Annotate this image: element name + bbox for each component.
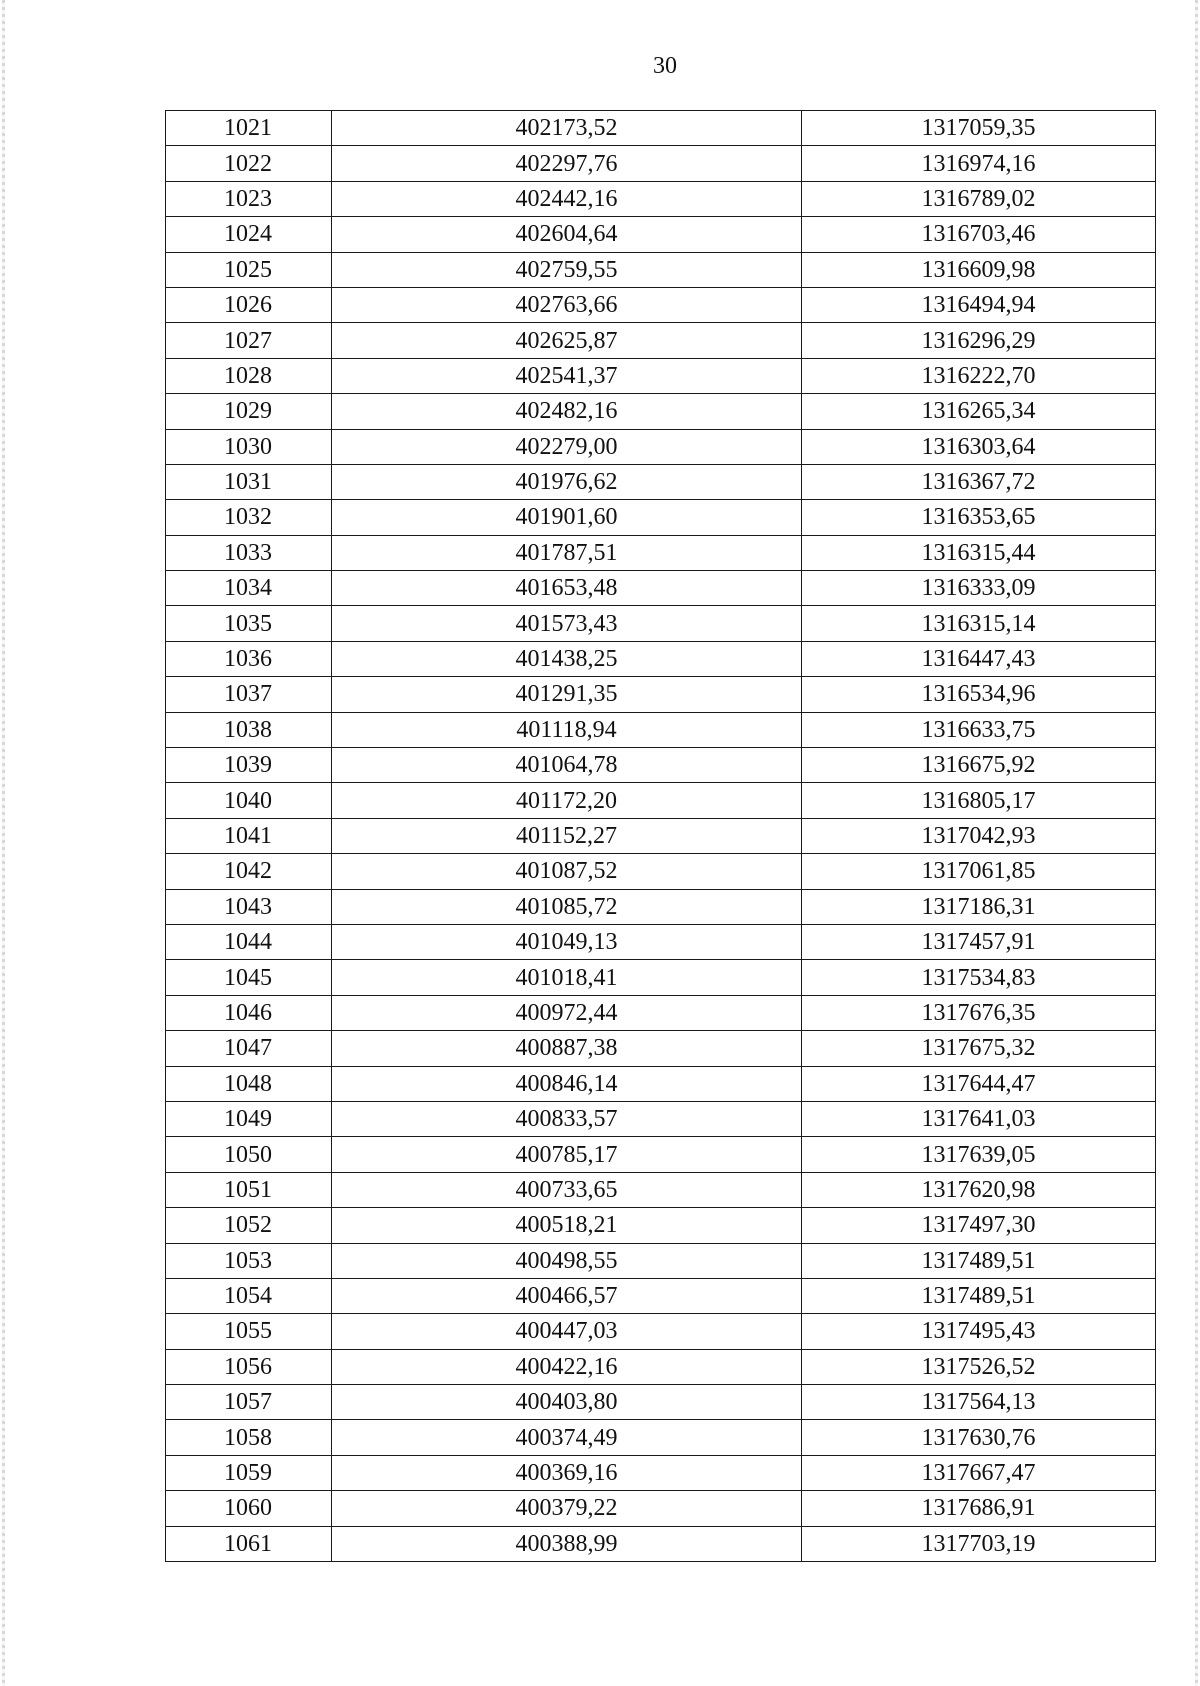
point-number-cell: 1047 <box>166 1031 332 1066</box>
y-coordinate-cell: 1316447,43 <box>802 641 1156 676</box>
table-row <box>166 429 1156 464</box>
y-coordinate-cell: 1317630,76 <box>802 1420 1156 1455</box>
point-number-cell: 1035 <box>166 606 332 641</box>
table-row <box>166 287 1156 322</box>
table-row <box>166 677 1156 712</box>
y-coordinate-cell: 1316609,98 <box>802 252 1156 287</box>
point-number-cell: 1027 <box>166 323 332 358</box>
table-row <box>166 924 1156 959</box>
table-row <box>166 1208 1156 1243</box>
x-coordinate-cell: 402604,64 <box>332 217 802 252</box>
table-row <box>166 1278 1156 1313</box>
y-coordinate-cell: 1317042,93 <box>802 818 1156 853</box>
y-coordinate-cell: 1316974,16 <box>802 146 1156 181</box>
y-coordinate-cell: 1317489,51 <box>802 1243 1156 1278</box>
table-row <box>166 641 1156 676</box>
point-number-cell: 1028 <box>166 358 332 393</box>
table-row <box>166 1491 1156 1526</box>
table-row <box>166 783 1156 818</box>
x-coordinate-cell: 400972,44 <box>332 995 802 1030</box>
y-coordinate-cell: 1317457,91 <box>802 924 1156 959</box>
x-coordinate-cell: 402763,66 <box>332 287 802 322</box>
point-number-cell: 1055 <box>166 1314 332 1349</box>
table-row <box>166 818 1156 853</box>
point-number-cell: 1050 <box>166 1137 332 1172</box>
y-coordinate-cell: 1317675,32 <box>802 1031 1156 1066</box>
x-coordinate-cell: 400846,14 <box>332 1066 802 1101</box>
table-row <box>166 1243 1156 1278</box>
point-number-cell: 1051 <box>166 1172 332 1207</box>
y-coordinate-cell: 1316303,64 <box>802 429 1156 464</box>
y-coordinate-cell: 1316703,46 <box>802 217 1156 252</box>
point-number-cell: 1041 <box>166 818 332 853</box>
x-coordinate-cell: 400422,16 <box>332 1349 802 1384</box>
point-number-cell: 1024 <box>166 217 332 252</box>
table-row <box>166 1420 1156 1455</box>
table-row <box>166 146 1156 181</box>
y-coordinate-cell: 1317489,51 <box>802 1278 1156 1313</box>
point-number-cell: 1046 <box>166 995 332 1030</box>
table-row <box>166 252 1156 287</box>
point-number-cell: 1052 <box>166 1208 332 1243</box>
x-coordinate-cell: 402625,87 <box>332 323 802 358</box>
point-number-cell: 1038 <box>166 712 332 747</box>
y-coordinate-cell: 1316353,65 <box>802 500 1156 535</box>
point-number-cell: 1025 <box>166 252 332 287</box>
point-number-cell: 1029 <box>166 394 332 429</box>
point-number-cell: 1058 <box>166 1420 332 1455</box>
x-coordinate-cell: 402759,55 <box>332 252 802 287</box>
scan-edge-right <box>1195 0 1198 1686</box>
x-coordinate-cell: 400833,57 <box>332 1101 802 1136</box>
y-coordinate-cell: 1317495,43 <box>802 1314 1156 1349</box>
point-number-cell: 1039 <box>166 748 332 783</box>
table-row <box>166 1314 1156 1349</box>
y-coordinate-cell: 1317059,35 <box>802 111 1156 146</box>
x-coordinate-cell: 401438,25 <box>332 641 802 676</box>
y-coordinate-cell: 1317667,47 <box>802 1455 1156 1490</box>
point-number-cell: 1031 <box>166 464 332 499</box>
x-coordinate-cell: 401787,51 <box>332 535 802 570</box>
y-coordinate-cell: 1316265,34 <box>802 394 1156 429</box>
y-coordinate-cell: 1317644,47 <box>802 1066 1156 1101</box>
x-coordinate-cell: 402541,37 <box>332 358 802 393</box>
table-row <box>166 712 1156 747</box>
x-coordinate-cell: 401018,41 <box>332 960 802 995</box>
x-coordinate-cell: 401064,78 <box>332 748 802 783</box>
y-coordinate-cell: 1317686,91 <box>802 1491 1156 1526</box>
y-coordinate-cell: 1316315,14 <box>802 606 1156 641</box>
point-number-cell: 1057 <box>166 1385 332 1420</box>
point-number-cell: 1034 <box>166 571 332 606</box>
point-number-cell: 1044 <box>166 924 332 959</box>
y-coordinate-cell: 1316633,75 <box>802 712 1156 747</box>
y-coordinate-cell: 1316534,96 <box>802 677 1156 712</box>
x-coordinate-cell: 400733,65 <box>332 1172 802 1207</box>
table-row <box>166 889 1156 924</box>
y-coordinate-cell: 1317703,19 <box>802 1526 1156 1561</box>
y-coordinate-cell: 1316789,02 <box>802 181 1156 216</box>
table-row <box>166 1385 1156 1420</box>
x-coordinate-cell: 400447,03 <box>332 1314 802 1349</box>
point-number-cell: 1023 <box>166 181 332 216</box>
table-row <box>166 1101 1156 1136</box>
x-coordinate-cell: 401118,94 <box>332 712 802 747</box>
table-row <box>166 854 1156 889</box>
point-number-cell: 1040 <box>166 783 332 818</box>
x-coordinate-cell: 401901,60 <box>332 500 802 535</box>
table-row <box>166 571 1156 606</box>
y-coordinate-cell: 1317186,31 <box>802 889 1156 924</box>
coordinates-table <box>165 110 1156 1562</box>
y-coordinate-cell: 1317620,98 <box>802 1172 1156 1207</box>
point-number-cell: 1061 <box>166 1526 332 1561</box>
x-coordinate-cell: 401976,62 <box>332 464 802 499</box>
x-coordinate-cell: 400466,57 <box>332 1278 802 1313</box>
point-number-cell: 1022 <box>166 146 332 181</box>
y-coordinate-cell: 1317497,30 <box>802 1208 1156 1243</box>
y-coordinate-cell: 1316675,92 <box>802 748 1156 783</box>
x-coordinate-cell: 401049,13 <box>332 924 802 959</box>
x-coordinate-cell: 400374,49 <box>332 1420 802 1455</box>
x-coordinate-cell: 402297,76 <box>332 146 802 181</box>
table-row <box>166 606 1156 641</box>
table-row <box>166 1066 1156 1101</box>
table-row <box>166 111 1156 146</box>
table-row <box>166 217 1156 252</box>
x-coordinate-cell: 400498,55 <box>332 1243 802 1278</box>
point-number-cell: 1053 <box>166 1243 332 1278</box>
y-coordinate-cell: 1316494,94 <box>802 287 1156 322</box>
table-row <box>166 323 1156 358</box>
x-coordinate-cell: 400369,16 <box>332 1455 802 1490</box>
point-number-cell: 1033 <box>166 535 332 570</box>
table-row <box>166 1349 1156 1384</box>
x-coordinate-cell: 401152,27 <box>332 818 802 853</box>
x-coordinate-cell: 402442,16 <box>332 181 802 216</box>
table-row <box>166 748 1156 783</box>
table-row <box>166 1526 1156 1561</box>
y-coordinate-cell: 1317641,03 <box>802 1101 1156 1136</box>
x-coordinate-cell: 400887,38 <box>332 1031 802 1066</box>
y-coordinate-cell: 1316315,44 <box>802 535 1156 570</box>
table-body <box>166 111 1156 1562</box>
table-row <box>166 1172 1156 1207</box>
table-row <box>166 500 1156 535</box>
point-number-cell: 1043 <box>166 889 332 924</box>
point-number-cell: 1060 <box>166 1491 332 1526</box>
point-number-cell: 1059 <box>166 1455 332 1490</box>
y-coordinate-cell: 1317534,83 <box>802 960 1156 995</box>
y-coordinate-cell: 1316222,70 <box>802 358 1156 393</box>
table-row <box>166 1137 1156 1172</box>
point-number-cell: 1045 <box>166 960 332 995</box>
table-row <box>166 358 1156 393</box>
x-coordinate-cell: 402279,00 <box>332 429 802 464</box>
x-coordinate-cell: 401172,20 <box>332 783 802 818</box>
point-number-cell: 1054 <box>166 1278 332 1313</box>
page-number: 30 <box>653 53 677 79</box>
point-number-cell: 1032 <box>166 500 332 535</box>
point-number-cell: 1042 <box>166 854 332 889</box>
table-row <box>166 995 1156 1030</box>
table-row <box>166 394 1156 429</box>
y-coordinate-cell: 1317061,85 <box>802 854 1156 889</box>
x-coordinate-cell: 400785,17 <box>332 1137 802 1172</box>
point-number-cell: 1030 <box>166 429 332 464</box>
y-coordinate-cell: 1317676,35 <box>802 995 1156 1030</box>
y-coordinate-cell: 1316367,72 <box>802 464 1156 499</box>
scan-edge-left <box>2 0 5 1686</box>
y-coordinate-cell: 1317526,52 <box>802 1349 1156 1384</box>
x-coordinate-cell: 402482,16 <box>332 394 802 429</box>
x-coordinate-cell: 401085,72 <box>332 889 802 924</box>
table-row <box>166 960 1156 995</box>
point-number-cell: 1026 <box>166 287 332 322</box>
x-coordinate-cell: 401291,35 <box>332 677 802 712</box>
point-number-cell: 1021 <box>166 111 332 146</box>
x-coordinate-cell: 400388,99 <box>332 1526 802 1561</box>
point-number-cell: 1036 <box>166 641 332 676</box>
table-row <box>166 181 1156 216</box>
table-row <box>166 1031 1156 1066</box>
x-coordinate-cell: 400518,21 <box>332 1208 802 1243</box>
y-coordinate-cell: 1317564,13 <box>802 1385 1156 1420</box>
y-coordinate-cell: 1316296,29 <box>802 323 1156 358</box>
table-row <box>166 1455 1156 1490</box>
x-coordinate-cell: 400403,80 <box>332 1385 802 1420</box>
point-number-cell: 1049 <box>166 1101 332 1136</box>
table-row <box>166 464 1156 499</box>
x-coordinate-cell: 401573,43 <box>332 606 802 641</box>
x-coordinate-cell: 402173,52 <box>332 111 802 146</box>
y-coordinate-cell: 1317639,05 <box>802 1137 1156 1172</box>
y-coordinate-cell: 1316805,17 <box>802 783 1156 818</box>
x-coordinate-cell: 400379,22 <box>332 1491 802 1526</box>
point-number-cell: 1056 <box>166 1349 332 1384</box>
point-number-cell: 1048 <box>166 1066 332 1101</box>
table-row <box>166 535 1156 570</box>
x-coordinate-cell: 401653,48 <box>332 571 802 606</box>
point-number-cell: 1037 <box>166 677 332 712</box>
x-coordinate-cell: 401087,52 <box>332 854 802 889</box>
y-coordinate-cell: 1316333,09 <box>802 571 1156 606</box>
